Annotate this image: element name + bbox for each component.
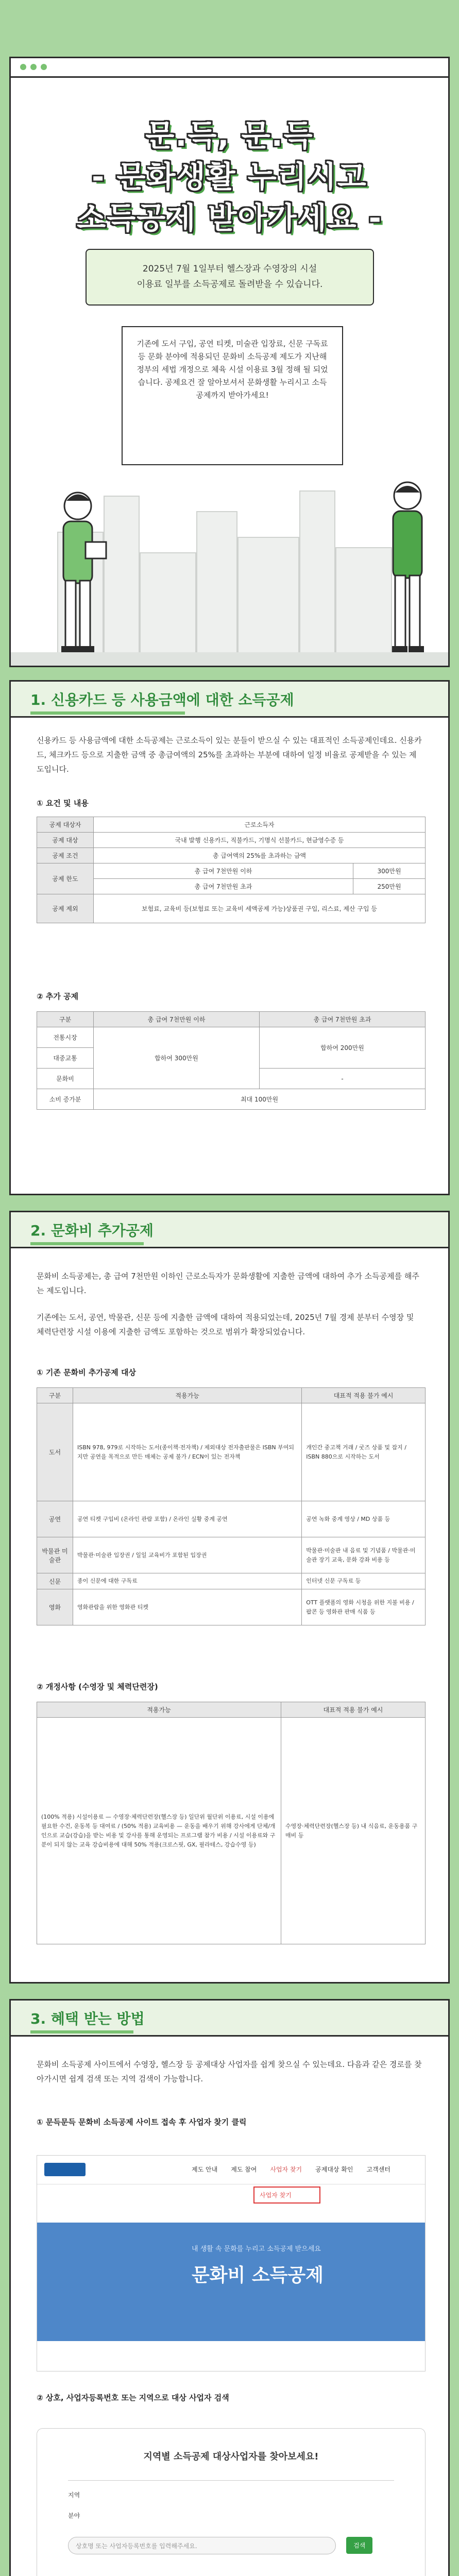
culture-table <box>37 1387 426 1625</box>
notice-box <box>86 249 374 306</box>
site-nav <box>192 2165 390 2174</box>
table-cell: 인터넷 신문 구독료 등 <box>302 1573 426 1589</box>
intro-box: 기존에 도서 구입, 공연 티켓, 미술관 입장료, 신문 구독료 등 문화 분야에 적용되던 문화비 소득공제 제도가 지난해 정부의 세법 개정으로 체육 시설 이용료 3월 정해 될 되었습니다. 공제요건 잘 알아보셔서 문화생활 누리시고 소득공제까지 받아가세요! <box>122 326 343 465</box>
table-cell: 문화비 <box>37 1069 94 1089</box>
site-screenshot <box>37 2155 426 2371</box>
table-row <box>37 1027 426 1048</box>
table-row <box>37 833 426 848</box>
table-cell: 공제 대상 <box>37 833 94 848</box>
table-header: 구분 <box>37 1012 94 1027</box>
section-title: 3. 혜택 받는 방법 <box>30 2010 145 2027</box>
section-credit-card <box>9 680 450 1195</box>
table-row <box>37 894 426 923</box>
table-cell: 국내 발행 신용카드, 직불카드, 기명식 선불카드, 현금영수증 등 <box>94 833 426 848</box>
hero-title <box>11 115 448 239</box>
site-header <box>37 2156 425 2184</box>
paragraph: 기존에는 도서, 공연, 박물관, 신문 등에 지출한 금액에 대하여 적용되었는데, 2025년 7월 경제 분부터 수영장 및 체력단련장 시설 이용에 지출한 금액도 포함하는 것으로 범위가 확장되었습니다. <box>37 1313 414 1336</box>
site-nav-item[interactable]: 제도 안내 <box>192 2166 218 2173</box>
paragraph: 문화비 소득공제 사이트에서 수영장, 헬스장 등 공제대상 사업자를 쉽게 찾으실 수 있는데요. 다음과 같은 경로를 찾아가시면 쉽게 검색 또는 지역 검색이 가능합니다. <box>37 2060 422 2083</box>
table-cell: OTT 플랫폼의 영화 시청을 위한 지불 비용 / 팝콘 등 영화관 판매 식품 등 <box>302 1589 426 1625</box>
site-nav-item[interactable]: 고객센터 <box>366 2166 390 2173</box>
table-cell: 총 급여액의 25%를 초과하는 금액 <box>94 848 426 863</box>
table-cell: 박물관 미술관 <box>37 1537 73 1573</box>
region-label: 지역 <box>68 2492 80 2499</box>
section-header <box>11 1212 448 1248</box>
additional-deduction-table <box>37 1011 426 1110</box>
table-row <box>37 1537 426 1573</box>
table-row <box>37 1589 426 1625</box>
table-cell: ISBN 978, 979로 시작하는 도서(종이책·전자책) / 제외대상 전자출판물은 ISBN 부여되지만 공연을 목적으로 만든 매체는 공제 불가 / ECN이 있는 전자책 <box>73 1403 302 1501</box>
table-row <box>37 879 426 894</box>
divider <box>68 2480 394 2481</box>
sub-heading: ② 추가 공제 <box>37 992 79 1001</box>
table-header: 대표적 적용 불가 예시 <box>281 1702 426 1718</box>
table-row <box>37 863 426 879</box>
section-header <box>11 2001 448 2037</box>
table-cell: 공연 <box>37 1501 73 1537</box>
table-cell: 합하여 200만원 <box>260 1027 426 1069</box>
table-cell: - <box>260 1069 426 1089</box>
table-cell: 250만원 <box>353 879 426 894</box>
site-find-link[interactable]: 사업자 찾기 <box>260 2192 292 2199</box>
hero-title-line: 문.득, 문.득 <box>145 118 314 153</box>
site-banner <box>37 2223 425 2341</box>
table-row <box>37 1089 426 1110</box>
section-header <box>11 682 448 718</box>
banner-title: 문화비 소득공제 <box>192 2265 324 2286</box>
table-cell: 근로소득자 <box>94 817 426 833</box>
site-dropdown[interactable] <box>253 2187 320 2204</box>
table-cell: (100% 적용) 시설이용료 — 수영장·체력단련장(헬스장 등) 일단위 월단위 이용료, 시설 이용에 필요한 수건, 운동복 등 대여료 / (50% 적용) 교육비용 — 운동을 배우기 위해 강사에게 단체/개인으로 교습(강습)을 받는 비용 및 강사를 통해 운영되는 프로그램 참가 비용 / 시설 이용료와 구분이 되지 않는 교육 강습비용에 대해 50% 적용(크로스핏, GX, 필라테스, 강습수영 등) <box>37 1718 281 1944</box>
table-cell: 박물관·미술관 내 음료 및 기념품 / 박물관·미술관 장기 교육, 문화 강좌 비용 등 <box>302 1537 426 1573</box>
paragraph: 문화비 소득공제는, 총 급여 7천만원 이하인 근로소득자가 문화생활에 지출한 금액에 대하여 추가 소득공제를 해주는 제도입니다. <box>37 1272 419 1295</box>
table-header: 대표적 적용 불가 예시 <box>302 1388 426 1403</box>
section-title: 2. 문화비 추가공제 <box>30 1222 154 1239</box>
person-standing-illustration <box>371 475 444 660</box>
requirement-table <box>37 817 426 923</box>
section-how-to <box>9 1999 450 2576</box>
table-cell: 개인간 중고책 거래 / 굿즈 상품 및 잡지 / ISBN 880으로 시작하는 도서 <box>302 1403 426 1501</box>
banner-subtitle: 내 생활 속 문화를 누리고 소득공제 받으세요 <box>192 2245 321 2253</box>
table-cell: 총 급여 7천만원 초과 <box>94 879 353 894</box>
table-cell: 공제 한도 <box>37 863 94 894</box>
table-cell: 공연 티켓 구입비 (온라인 관람 포함) / 온라인 실황 중계 공연 <box>73 1501 302 1537</box>
table-cell: 영화 <box>37 1589 73 1625</box>
table-cell: 소비 증가분 <box>37 1089 94 1110</box>
table-cell: 총 급여 7천만원 이하 <box>94 863 353 879</box>
site-logo-icon <box>44 2163 86 2176</box>
table-cell: 대중교통 <box>37 1048 94 1069</box>
table-header: 적용가능 <box>73 1388 302 1403</box>
site-nav-item-business-search[interactable]: 사업자 찾기 <box>270 2166 302 2173</box>
table-row <box>37 1501 426 1537</box>
table-row <box>37 1573 426 1589</box>
table-header-row <box>37 1388 426 1403</box>
hero-title-line: - 문화생활 누리시고 <box>92 159 367 194</box>
table-header: 적용가능 <box>37 1702 281 1718</box>
window-dot-icon <box>41 64 47 70</box>
table-cell: 영화관람을 위한 영화관 티켓 <box>73 1589 302 1625</box>
table-header-row <box>37 1012 426 1027</box>
table-row <box>37 848 426 863</box>
amendment-table <box>37 1702 426 1944</box>
table-header: 총 급여 7천만원 이하 <box>94 1012 260 1027</box>
table-row <box>37 817 426 833</box>
table-cell: 도서 <box>37 1403 73 1501</box>
table-header-row <box>37 1702 426 1718</box>
section-underline <box>30 2030 133 2033</box>
search-title: 지역별 소득공제 대상사업자를 찾아보세요! <box>143 2451 319 2462</box>
section-title: 1. 신용카드 등 사용금액에 대한 소득공제 <box>30 691 294 708</box>
search-button[interactable]: 검색 <box>346 2537 372 2554</box>
window-bar <box>11 58 448 78</box>
step-heading: ① 문득문득 문화비 소득공제 사이트 접속 후 사업자 찾기 클릭 <box>37 2117 247 2127</box>
table-cell: 박물관·미술관 입장권 / 일일 교육비가 포함된 입장권 <box>73 1537 302 1573</box>
category-label: 분야 <box>68 2512 80 2519</box>
table-cell: 300만원 <box>353 863 426 879</box>
search-input[interactable]: 상호명 또는 사업자등록번호를 입력해주세요. <box>68 2537 336 2554</box>
notice-line: 이용료 일부를 소득공제로 돌려받을 수 있습니다. <box>137 279 323 290</box>
table-cell: 공제 제외 <box>37 894 94 923</box>
section-culture <box>9 1211 450 1984</box>
table-row <box>37 1403 426 1501</box>
section-underline <box>30 711 185 715</box>
hero-title-line: 소득공제 받아가세요 - <box>77 200 382 235</box>
table-header: 구분 <box>37 1388 73 1403</box>
table-cell: 수영장·체력단련장(헬스장 등) 내 식음료, 운동용품 구매비 등 <box>281 1718 426 1944</box>
city-illustration <box>11 454 448 666</box>
table-cell: 최대 100만원 <box>94 1089 426 1110</box>
hero-card <box>9 57 450 667</box>
notice-line: 2025년 7월 1일부터 헬스장과 수영장의 시설 <box>142 264 317 274</box>
person-reading-illustration <box>37 485 114 660</box>
table-row <box>37 1718 426 1944</box>
sub-heading: ② 개정사항 (수영장 및 체력단련장) <box>37 1682 158 1691</box>
table-header: 총 급여 7천만원 초과 <box>260 1012 426 1027</box>
window-dot-icon <box>30 64 37 70</box>
section-underline <box>30 1242 144 1245</box>
table-cell: 신문 <box>37 1573 73 1589</box>
sub-heading: ① 요건 및 내용 <box>37 799 89 808</box>
table-cell: 공제 대상자 <box>37 817 94 833</box>
table-cell: 보험료, 교육비 등(보험료 또는 교육비 세액공제 가능)상품권 구입, 리스료, 제산 구입 등 <box>94 894 426 923</box>
sub-heading: ① 기존 문화비 추가공제 대상 <box>37 1368 136 1377</box>
table-cell: 공제 조건 <box>37 848 94 863</box>
table-cell: 합하여 300만원 <box>94 1027 260 1089</box>
table-cell: 종이 신문에 대한 구독료 <box>73 1573 302 1589</box>
section-intro: 신용카드 등 사용금액에 대한 소득공제는 근로소득이 있는 분들이 받으실 수 있는 대표적인 소득공제인데요. 신용카드, 체크카드 등으로 지출한 금액 중 총급여액의 25%를 초과하는 부분에 대하여 일정 비율로 공제받을 수 있는 제도입니다. <box>37 736 422 774</box>
table-cell: 공연 녹화 중계 영상 / MD 상품 등 <box>302 1501 426 1537</box>
step-heading: ② 상호, 사업자등록번호 또는 지역으로 대상 사업자 검색 <box>37 2393 229 2402</box>
table-cell: 전통시장 <box>37 1027 94 1048</box>
site-nav-item[interactable]: 제도 참여 <box>231 2166 257 2173</box>
site-nav-item[interactable]: 공제대상 확인 <box>315 2166 353 2173</box>
search-screenshot <box>37 2428 426 2576</box>
window-dot-icon <box>20 64 26 70</box>
